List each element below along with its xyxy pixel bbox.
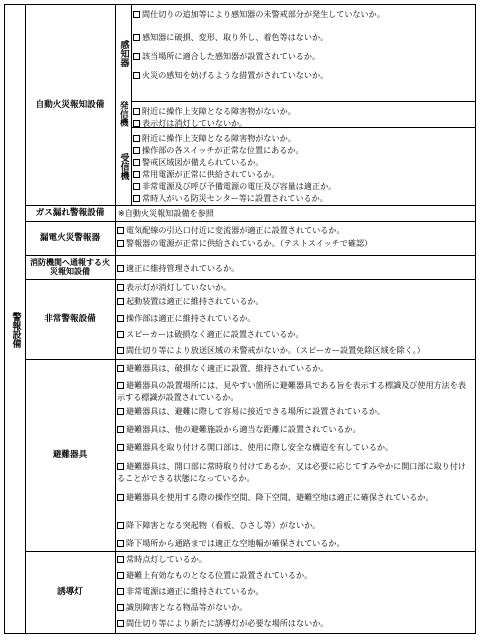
checklist-item-label: 避難器具は、他の避難施設から適当な距離に設置されているか。	[126, 424, 361, 434]
gas-leak-note: ※自動火災報知設備を参照	[118, 208, 214, 218]
checklist-item-label: 避難器具を取り付ける開口部は、使用に際し安全な構造を有しているか。	[126, 442, 394, 452]
checklist-item-label: 間仕切り等により放送区域の未警戒がないか。（スピーカー設置免除区域を除く。）	[126, 345, 425, 355]
checkbox[interactable]	[117, 522, 124, 529]
checkbox[interactable]	[133, 108, 140, 115]
checklist-item	[117, 460, 473, 484]
checkbox[interactable]	[117, 331, 124, 338]
checklist-item	[117, 570, 473, 580]
checklist-item	[133, 169, 473, 179]
checklist-item	[133, 181, 473, 191]
subcategory-receiver: 受信機	[118, 152, 129, 180]
checkbox[interactable]	[117, 265, 124, 272]
checklist-item-label: 感知器に破損、変形、取り外し、着色等はないか。	[142, 32, 329, 42]
row-divider	[131, 101, 475, 102]
checkbox[interactable]	[133, 195, 140, 202]
checklist-item-label: 避難器具は、開口部に常時取り付けてあるか、又は必要に応じてすみやかに開口部に取り付けることができる状態になっているか。	[117, 461, 466, 483]
checkbox[interactable]	[117, 444, 124, 451]
checklist-item-label: スピーカーは破損なく適正に設置されているか。	[126, 329, 304, 339]
checklist-item	[133, 133, 473, 143]
checkbox[interactable]	[133, 159, 140, 166]
checklist-item-label: 間仕切り等により新たに誘導灯が必要な場所はないか。	[126, 618, 329, 628]
checklist-item	[133, 32, 473, 42]
checkbox[interactable]	[133, 72, 140, 79]
category-leakage: 漏電火災警報器	[39, 232, 101, 243]
checkbox[interactable]	[117, 298, 124, 305]
checklist-item-label: 非常電源は適正に維持されているか。	[126, 586, 264, 596]
checklist-item-label: 降下場所から通路までは適正な空地幅が確保されているか。	[126, 538, 345, 548]
checklist-item-label: 降下障害となる突起物（看板、ひさし等）がないか。	[126, 520, 321, 530]
checklist-item	[117, 618, 473, 628]
checklist-item	[133, 70, 473, 80]
inspection-checklist-table	[4, 4, 476, 634]
checklist-item-label: 表示灯が消灯していないか。	[126, 282, 232, 292]
checkbox[interactable]	[117, 588, 124, 595]
checkbox[interactable]	[117, 240, 124, 247]
checklist-item	[117, 586, 473, 596]
checklist-item-label: 常用電源が正常に供給されているか。	[142, 169, 280, 179]
checkbox[interactable]	[133, 171, 140, 178]
checklist-item-label: 間仕切りの追加等により感知器の未警戒部分が発生していないか。	[142, 9, 385, 19]
checklist-item	[117, 345, 473, 355]
checkbox[interactable]	[133, 120, 140, 127]
checkbox[interactable]	[117, 556, 124, 563]
checklist-item-label: 起動装置は適正に維持されているか。	[126, 296, 264, 306]
checkbox[interactable]	[117, 620, 124, 627]
category-report: 消防機関へ通報する火災報知設備	[30, 257, 110, 276]
checkbox[interactable]	[117, 227, 124, 234]
checkbox[interactable]	[133, 147, 140, 154]
checklist-item-label: 避難上有効なものとなる位置に設置されているか。	[126, 570, 313, 580]
checkbox[interactable]	[117, 365, 124, 372]
checklist-item	[117, 602, 473, 612]
category-evacuation: 避難器具	[52, 449, 88, 460]
checklist-item	[117, 554, 473, 564]
checklist-item-label: 警報器の電源が正常に供給されているか。（テストスイッチで確認）	[126, 238, 373, 248]
checklist-item	[133, 51, 473, 61]
checklist-item-label: 火災の感知を妨げるような措置がされていないか。	[142, 70, 329, 80]
checklist-item	[117, 282, 473, 292]
checklist-item-label: 避難器具を使用する際の操作空間、降下空間、避難空地は適正に確保されているか。	[126, 492, 434, 502]
section-label: 警報設備	[10, 312, 21, 348]
checklist-item	[133, 9, 473, 19]
checklist-item	[133, 193, 473, 203]
checklist-item	[117, 363, 473, 373]
subcategory-transmitter: 発信機	[118, 101, 129, 127]
category-auto-fire: 自動火災報知設備	[35, 99, 105, 110]
checklist-item	[117, 313, 473, 323]
checkbox[interactable]	[117, 494, 124, 501]
checklist-item-label: 附近に操作上支障となる障害物がないか。	[142, 133, 296, 143]
checkbox[interactable]	[117, 604, 124, 611]
checkbox[interactable]	[117, 315, 124, 322]
checkbox[interactable]	[117, 347, 124, 354]
checklist-item	[133, 157, 473, 167]
category-guide-light: 誘導灯	[57, 586, 83, 597]
checklist-item	[133, 145, 473, 155]
checklist-item-label: 附近に操作上支障となる障害物がないか。	[142, 106, 296, 116]
checklist-item	[117, 491, 473, 503]
checklist-item-label: 常時点灯しているか。	[126, 554, 207, 564]
checklist-item	[117, 225, 473, 235]
category-gas-leak: ガス漏れ警報設備	[35, 207, 105, 218]
checklist-item-label: 避難器具は、破損なく適正に設置、維持されているか。	[126, 363, 329, 373]
checklist-item	[117, 238, 473, 248]
checkbox[interactable]	[117, 284, 124, 291]
checklist-item	[133, 106, 473, 116]
checklist-item	[117, 329, 473, 339]
checkbox[interactable]	[133, 11, 140, 18]
checklist-item-label: 適正に維持管理されているか。	[126, 263, 240, 273]
checklist-item-label: 表示灯は消灯していないか。	[142, 118, 248, 128]
checklist-item-label: 警戒区域図が備えられているか。	[142, 157, 264, 167]
checkbox[interactable]	[117, 408, 124, 415]
subcategory-detector: 感知器	[118, 39, 129, 67]
checklist-item	[117, 442, 473, 452]
checklist-item	[117, 406, 473, 416]
checklist-item	[133, 118, 473, 128]
checkbox[interactable]	[117, 426, 124, 433]
checklist-item-label: 識別障害となる物品等がないか。	[126, 602, 248, 612]
checklist-item-label: 操作部は適正に維持されているか。	[126, 313, 256, 323]
checklist-item-label: 非常電源及び呼び予備電源の電圧及び容量は適正か。	[142, 181, 337, 191]
checklist-item-label: 避難器具は、避難に際して容易に接近できる場所に設置されているか。	[126, 406, 386, 416]
checkbox[interactable]	[117, 540, 124, 547]
checklist-item	[117, 296, 473, 306]
checklist-item	[117, 520, 473, 530]
checkbox[interactable]	[133, 183, 140, 190]
checkbox[interactable]	[117, 463, 124, 470]
checklist-item	[117, 379, 473, 403]
checkbox[interactable]	[117, 382, 124, 389]
category-emergency: 非常警報設備	[44, 313, 96, 324]
checklist-item-label: 該当場所に適合した感知器が設置されているか。	[142, 51, 321, 61]
checklist-item	[117, 538, 473, 548]
checkbox[interactable]	[133, 53, 140, 60]
checkbox[interactable]	[133, 34, 140, 41]
checklist-item-label: 操作部の各スイッチが正常な位置にあるか。	[142, 145, 304, 155]
checklist-item	[117, 263, 473, 273]
checklist-item-label: 電気配線の引込口付近に変流器が適正に設置されているか。	[126, 225, 345, 235]
checkbox[interactable]	[117, 572, 124, 579]
checklist-item-label: 常時人がいる防災センター等に設置されているか。	[142, 193, 328, 203]
checkbox[interactable]	[133, 135, 140, 142]
checklist-item	[117, 424, 473, 434]
checklist-item-label: 避難器具の設置場所には、見やすい箇所に避難器具である旨を表示する標識及び使用方法を表示する標識が設置されているか。	[117, 380, 466, 402]
